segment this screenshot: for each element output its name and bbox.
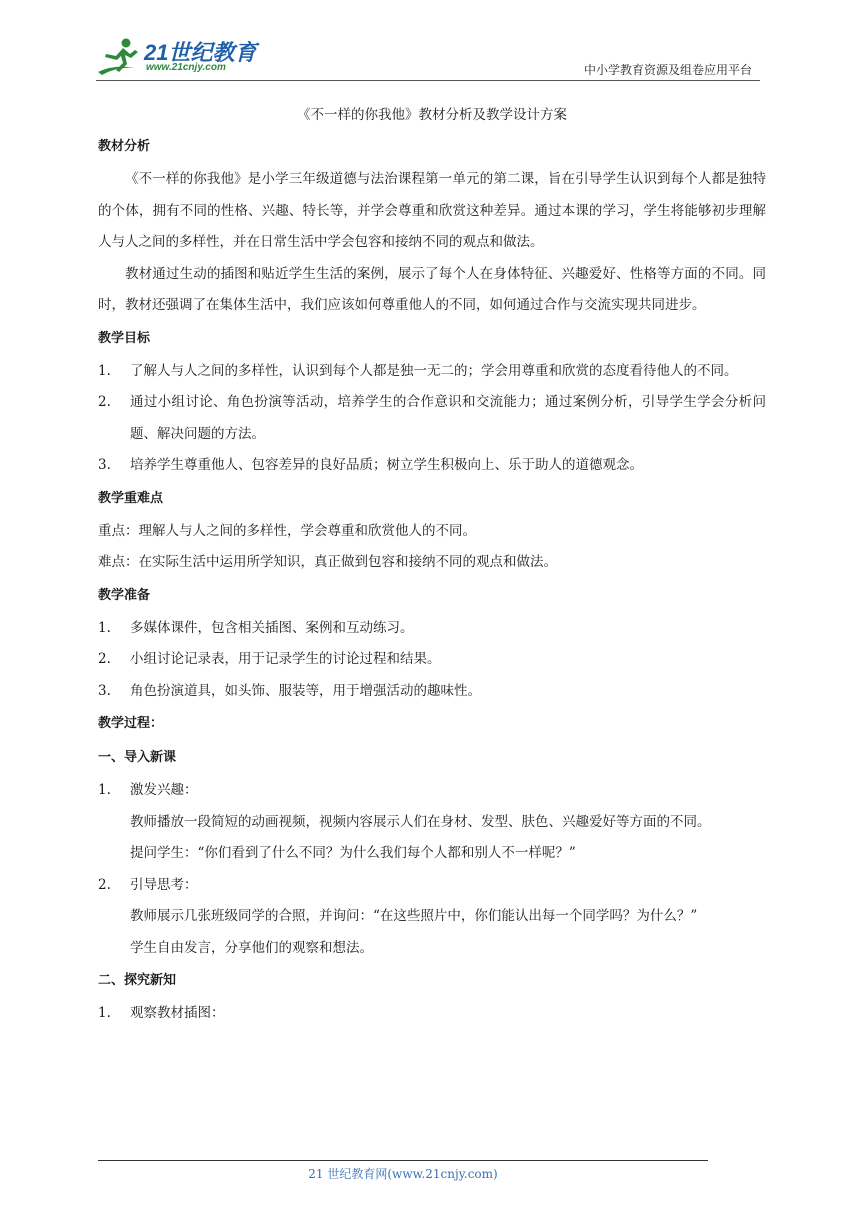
header-divider (96, 80, 760, 81)
goal-item (98, 450, 766, 482)
logo-url: www.21cnjy.com (146, 62, 226, 73)
prep-number: 2. (98, 651, 111, 667)
subsection-heading-intro: 一、导入新课 (98, 750, 177, 765)
step-title (98, 775, 766, 807)
step-title-text: 激发兴趣： (130, 782, 198, 798)
prep-item (98, 676, 766, 708)
analysis-paragraph-1: 《不一样的你我他》是小学三年级道德与法治课程第一单元的第二课，旨在引导学生认识到每个人都是独特的个体，拥有不同的性格、兴趣、特长等，并学会尊重和欣赏这种差异。通过本课的学习，学生将能够初步理解人与人之间的多样性，并在日常生活中学会包容和接纳不同的观点和做法。 (98, 171, 766, 250)
page-header (96, 34, 760, 80)
prep-text: 小组讨论记录表，用于记录学生的讨论过程和结果。 (130, 651, 441, 667)
document-title: 《不一样的你我他》教材分析及教学设计方案 (297, 107, 567, 123)
goal-item (98, 356, 766, 388)
section-heading-key-points: 教学重难点 (98, 490, 164, 506)
step-number: 1. (98, 1005, 111, 1021)
section-heading-prep: 教学准备 (98, 587, 151, 603)
goal-number: 3. (98, 457, 111, 473)
goal-text: 培养学生尊重他人、包容差异的良好品质；树立学生积极向上、乐于助人的道德观念。 (130, 457, 643, 473)
step-detail: 提问学生：“你们看到了什么不同？为什么我们每个人都和别人不一样呢？” (130, 845, 576, 861)
goal-item (98, 387, 766, 450)
prep-item (98, 613, 766, 645)
step-title (98, 998, 766, 1030)
goal-text: 通过小组讨论、角色扮演等活动，培养学生的合作意识和交流能力；通过案例分析，引导学生学会分析问题、解决问题的方法。 (130, 394, 766, 442)
footer-divider (98, 1160, 708, 1161)
step-title-text: 引导思考： (130, 876, 198, 893)
step-detail: 教师播放一段简短的动画视频，视频内容展示人们在身材、发型、肤色、兴趣爱好等方面的不同。 (130, 813, 711, 830)
section-heading-goals: 教学目标 (98, 330, 151, 346)
footer-link[interactable]: 21 世纪教育网(www.21cnjy.com) (308, 1167, 498, 1181)
site-logo[interactable] (96, 34, 266, 78)
prep-text: 角色扮演道具，如头饰、服装等，用于增强活动的趣味性。 (130, 682, 481, 699)
key-point-difficulty: 难点：在实际生活中运用所学知识，真正做到包容和接纳不同的观点和做法。 (98, 554, 557, 570)
goal-number: 2. (98, 394, 111, 410)
prep-number: 3. (98, 682, 111, 699)
prep-number: 1. (98, 619, 111, 636)
step-number: 2. (98, 876, 111, 893)
key-point-focus: 重点：理解人与人之间的多样性，学会尊重和欣赏他人的不同。 (98, 522, 476, 539)
section-heading-analysis: 教材分析 (98, 139, 151, 154)
goal-text: 了解人与人之间的多样性，认识到每个人都是独一无二的；学会用尊重和欣赏的态度看待他人的不同。 (130, 362, 738, 379)
step-title-text: 观察教材插图： (130, 1005, 225, 1021)
section-heading-process: 教学过程： (98, 716, 164, 731)
step-number: 1. (98, 782, 111, 798)
subsection-heading-explore: 二、探究新知 (98, 973, 177, 988)
prep-item (98, 644, 766, 676)
step-detail: 教师展示几张班级同学的合照，并询问：“在这些照片中，你们能认出每一个同学吗？为什么？” (130, 908, 698, 924)
analysis-paragraph-2: 教材通过生动的插图和贴近学生生活的案例，展示了每个人在身体特征、兴趣爱好、性格等方面的不同。同时，教材还强调了在集体生活中，我们应该如何尊重他人的不同，如何通过合作与交流实现共同进步。 (98, 265, 766, 313)
runner-logo-icon (96, 34, 146, 78)
step-detail: 学生自由发言，分享他们的观察和想法。 (130, 939, 373, 956)
goal-number: 1. (98, 362, 111, 379)
prep-text: 多媒体课件，包含相关插图、案例和互动练习。 (130, 619, 414, 636)
logo-text: 21世纪教育 (144, 40, 257, 65)
platform-label: 中小学教育资源及组卷应用平台 (583, 63, 752, 77)
document-body (98, 100, 766, 1030)
step-title (98, 870, 766, 902)
